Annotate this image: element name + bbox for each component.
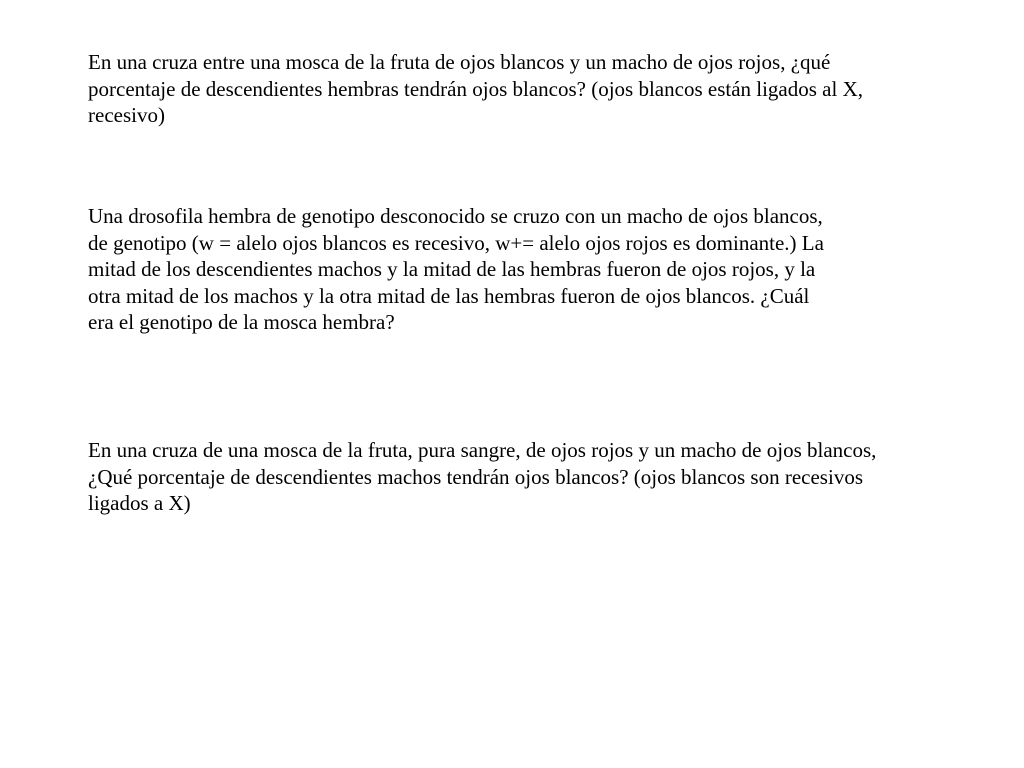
- question-2-line-1: Una drosofila hembra de genotipo desconocido se cruzo con un macho de ojos blancos,: [88, 204, 823, 228]
- question-1-line-1: En una cruza entre una mosca de la fruta de ojos blancos y un macho de ojos rojos, ¿qué: [88, 50, 831, 74]
- question-1-line-2: porcentaje de descendientes hembras tendrán ojos blancos? (ojos blancos están ligados al X,: [88, 76, 864, 101]
- question-1-line-3: recesivo): [88, 103, 165, 127]
- question-3-line-3: ligados a X): [88, 491, 191, 515]
- question-2-line-2: de genotipo (w = alelo ojos blancos es recesivo, w+= alelo ojos rojos es dominante.) La: [88, 230, 824, 255]
- question-3-text: [88, 437, 876, 517]
- question-3-line-1: En una cruza de una mosca de la fruta, pura sangre, de ojos rojos y un macho de ojos blancos,: [88, 438, 877, 462]
- question-1-text: [88, 49, 863, 129]
- question-2-text: [88, 203, 824, 336]
- question-3-line-2: ¿Qué porcentaje de descendientes machos tendrán ojos blancos? (ojos blancos son recesivos: [88, 464, 863, 489]
- question-2-line-5: era el genotipo de la mosca hembra?: [88, 310, 395, 334]
- question-2-line-3: mitad de los descendientes machos y la mitad de las hembras fueron de ojos rojos, y la: [88, 257, 816, 281]
- question-2-line-4: otra mitad de los machos y la otra mitad de las hembras fueron de ojos blancos. ¿Cuál: [88, 283, 810, 308]
